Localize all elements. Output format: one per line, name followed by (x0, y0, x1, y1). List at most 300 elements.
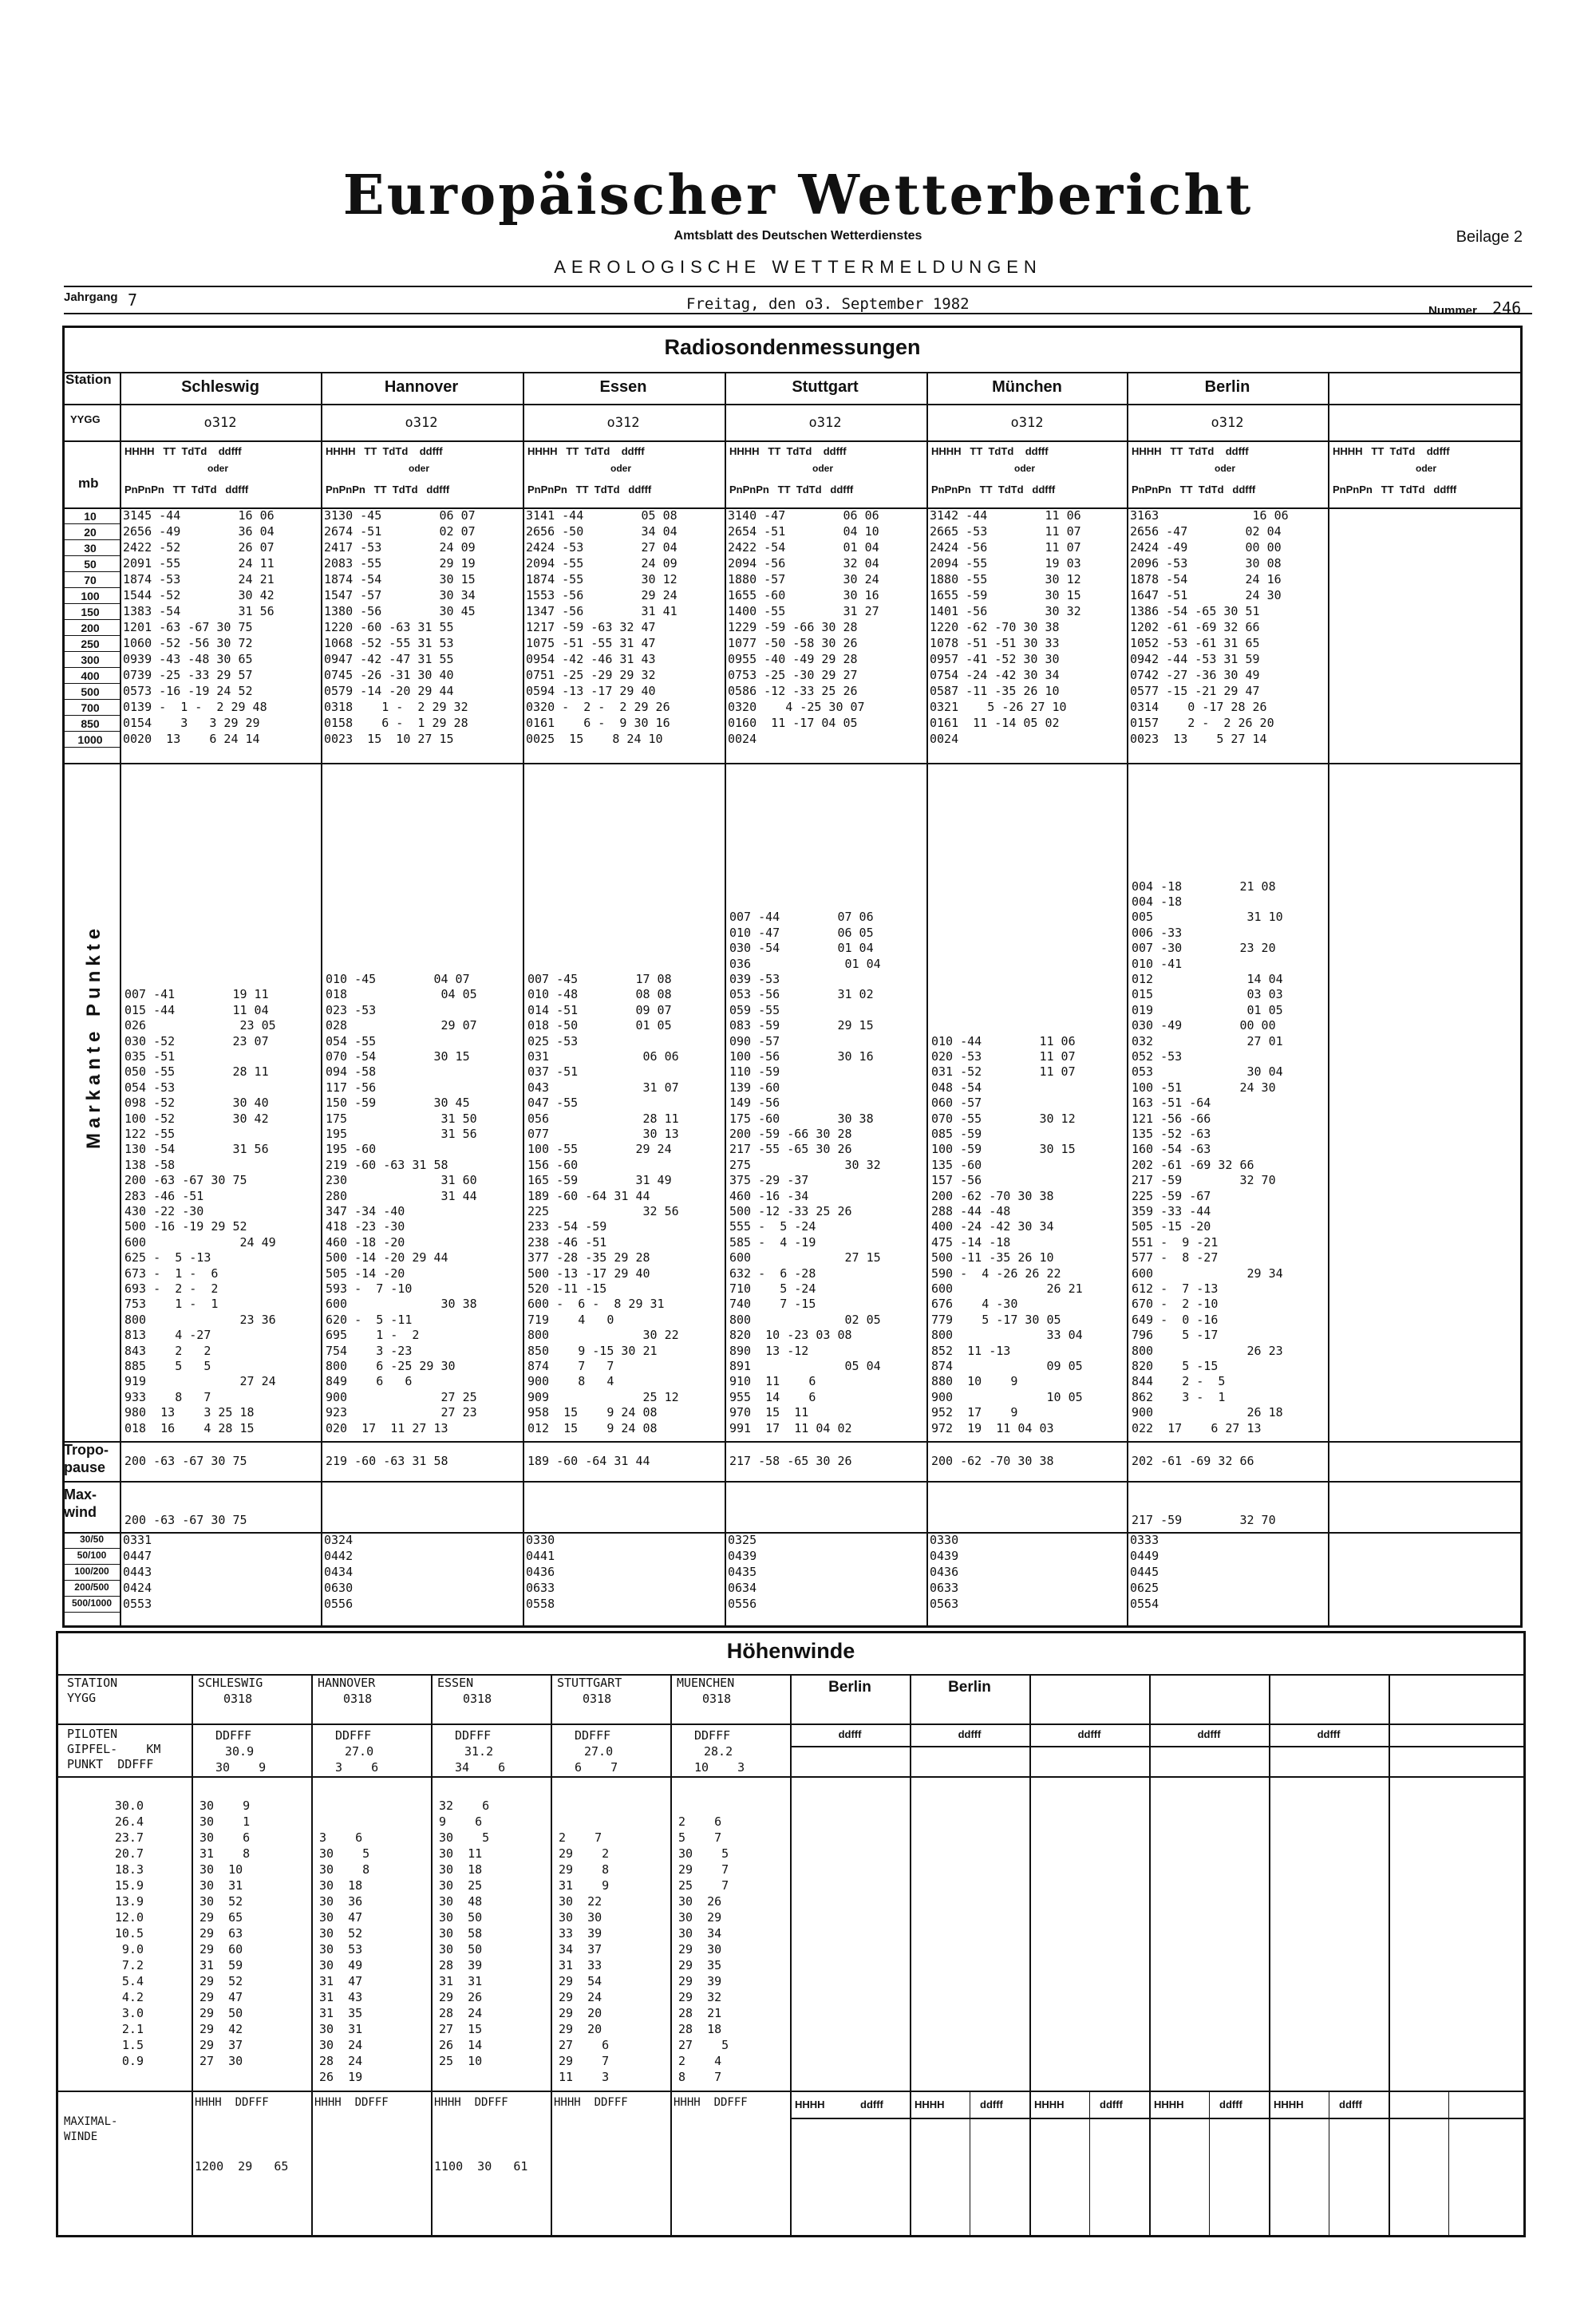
hw-altitude: 3.0 (121, 2006, 144, 2020)
shear-value: 0634 (728, 1581, 757, 1595)
hw-gipfel-km: 28.2 (704, 1744, 733, 1759)
hw-wind-value: 29 24 (559, 1990, 602, 2004)
significant-point-value: 600 29 34 (1132, 1265, 1283, 1281)
significant-point-value: 036 01 04 (729, 956, 881, 971)
shear-value: 0445 (1130, 1565, 1159, 1579)
significant-point-value: 012 14 04 (1132, 972, 1283, 986)
standard-level-value: 2094 -56 32 04 (728, 556, 879, 571)
significant-point-value: 100 -56 30 16 (729, 1049, 874, 1064)
hw-wind-value: 30 5 (678, 1846, 729, 1861)
hw-wind-value: 29 39 (678, 1974, 722, 1988)
significant-point-value: 980 13 3 25 18 (124, 1405, 255, 1420)
significant-point-value: 800 26 23 (1132, 1343, 1283, 1358)
hw-extra-hhhh: HHHH (915, 2099, 945, 2110)
hw-wind-value: 2 6 (678, 1814, 722, 1829)
hw-max-header: HHHH DDFFF (434, 2096, 508, 2109)
significant-point-value: 004 -18 21 08 (1132, 879, 1276, 894)
significant-point-value: 052 -53 (1132, 1049, 1183, 1064)
significant-point-value: 028 29 07 (326, 1018, 477, 1033)
standard-level-value: 0161 11 -14 05 02 (930, 716, 1060, 730)
significant-point-value: 230 31 60 (326, 1173, 477, 1188)
hw-extra-ddfff: ddfff (838, 1728, 862, 1740)
shear-value: 0331 (123, 1533, 152, 1547)
hw-extra-hhhh: HHHH (795, 2099, 825, 2110)
standard-level-value: 0320 - 2 - 2 29 26 (526, 700, 670, 714)
standard-level-value: 1201 -63 -67 30 75 (123, 620, 253, 634)
hw-wind-value: 26 19 (319, 2070, 363, 2084)
shear-value: 0330 (930, 1533, 959, 1547)
significant-point-value: 070 -54 30 15 (326, 1049, 470, 1064)
significant-point-value: 600 30 38 (326, 1297, 477, 1312)
station-yygg: o312 (1010, 415, 1044, 431)
significant-point-value: 900 10 05 (931, 1389, 1083, 1404)
significant-point-value: 670 - 2 -10 (1132, 1297, 1219, 1312)
hw-wind-value: 29 54 (559, 1974, 602, 1988)
significant-point-value: 202 -61 -69 32 66 (1132, 1157, 1254, 1172)
hw-extra-ddfff-bottom: ddfff (860, 2099, 883, 2110)
significant-point-value: 347 -34 -40 (326, 1204, 405, 1218)
rs-row-divider (64, 1481, 1523, 1483)
significant-point-value: 015 -44 11 04 (124, 1002, 269, 1017)
station-label: Station (65, 372, 112, 387)
standard-level-value: 0024 (728, 732, 757, 746)
hw-extra-hhhh: HHHH (1274, 2099, 1304, 2110)
significant-point-value: 460 -18 -20 (326, 1234, 405, 1250)
significant-point-value: 039 -53 (729, 972, 780, 986)
hw-wind-value: 30 50 (439, 1942, 483, 1956)
shear-rule (64, 1532, 120, 1533)
column-head-1: HHHH TT TdTd ddfff (1132, 445, 1249, 457)
significant-point-value: 740 7 -15 (729, 1297, 816, 1312)
hw-wind-value: 29 42 (200, 2022, 243, 2036)
significant-point-value: 970 15 11 (729, 1405, 809, 1420)
hw-wind-value: 29 30 (678, 1942, 722, 1956)
hw-col-divider (1149, 1674, 1151, 2237)
significant-point-value: 043 31 07 (527, 1080, 679, 1095)
standard-level-value: 2422 -54 01 04 (728, 540, 879, 555)
significant-point-value: 189 -60 -64 31 44 (527, 1188, 650, 1203)
hw-wind-value: 29 2 (559, 1846, 610, 1861)
hw-wind-value: 31 35 (319, 2006, 363, 2020)
significant-point-value: 612 - 7 -13 (1132, 1281, 1219, 1296)
significant-point-value: 048 -54 (931, 1080, 982, 1095)
hw-wind-value: 27 5 (678, 2038, 729, 2052)
significant-point-value: 850 9 -15 30 21 (527, 1343, 658, 1358)
standard-level-value: 1383 -54 31 56 (123, 604, 275, 618)
significant-point-value: 006 -33 (1132, 925, 1183, 940)
hw-extra-ddfff: ddfff (1197, 1728, 1221, 1740)
pressure-level: 30 (84, 542, 97, 555)
rs-col-divider (321, 372, 322, 1628)
hw-wind-value: 30 29 (678, 1910, 722, 1925)
significant-point-value: 779 5 -17 30 05 (931, 1312, 1061, 1327)
significant-point-value: 025 -53 (527, 1033, 579, 1048)
pressure-level: 500 (81, 685, 100, 698)
standard-level-value: 0742 -27 -36 30 49 (1130, 668, 1260, 682)
hw-station-name: ESSEN (437, 1676, 474, 1690)
hw-station-name: HANNOVER (318, 1676, 376, 1690)
hw-station-label: STATION YYGG (67, 1676, 118, 1706)
hw-col-divider (1269, 1674, 1270, 2237)
hw-gipfel-ddfff: 30 9 (215, 1760, 267, 1775)
level-rule (64, 507, 120, 508)
significant-point-value: 952 17 9 (931, 1405, 1018, 1420)
hw-station-name: SCHLESWIG (198, 1676, 263, 1690)
significant-point-value: 121 -56 -66 (1132, 1111, 1211, 1126)
hw-max-header: HHHH DDFFF (554, 2096, 628, 2109)
hw-wind-value: 30 52 (200, 1894, 243, 1909)
level-rule (64, 603, 120, 604)
level-rule (64, 683, 120, 684)
hw-wind-value: 30 5 (319, 1846, 370, 1861)
shear-value: 0556 (728, 1597, 757, 1611)
column-head-2: PnPnPn TT TdTd ddfff (326, 484, 450, 496)
significant-point-value: 217 -55 -65 30 26 (729, 1142, 852, 1157)
pressure-level: 400 (81, 669, 100, 682)
hw-wind-value: 29 37 (200, 2038, 243, 2052)
level-rule (64, 731, 120, 732)
hw-wind-value: 29 60 (200, 1942, 243, 1956)
hw-row-divider (56, 2091, 1526, 2092)
significant-point-value: 520 -11 -15 (527, 1281, 607, 1296)
hw-wind-value: 32 6 (439, 1799, 490, 1813)
hw-wind-value: 33 39 (559, 1926, 602, 1941)
hw-gipfel-km: 27.0 (345, 1744, 374, 1759)
hw-col-divider (431, 1674, 433, 2237)
hw-gipfel-header: DDFFF (455, 1728, 492, 1743)
significant-point-value: 400 -24 -42 30 34 (931, 1219, 1054, 1234)
standard-level-value: 1077 -50 -58 30 26 (728, 636, 858, 650)
significant-point-value: 200 -59 -66 30 28 (729, 1127, 852, 1141)
significant-point-value: 010 -48 08 08 (527, 987, 672, 1002)
standard-level-value: 0745 -26 -31 30 40 (324, 668, 454, 682)
significant-point-value: 139 -60 (729, 1080, 780, 1095)
rs-col-divider (120, 372, 121, 1628)
standard-level-value: 0751 -25 -29 29 32 (526, 668, 656, 682)
standard-level-value: 0023 13 5 27 14 (1130, 732, 1267, 746)
significant-point-value: 625 - 5 -13 (124, 1250, 211, 1265)
shear-value: 0625 (1130, 1581, 1159, 1595)
standard-level-value: 2096 -53 30 08 (1130, 556, 1282, 571)
hw-extra-ddfff-bottom: ddfff (1339, 2099, 1362, 2110)
significant-point-value: 600 26 21 (931, 1281, 1083, 1296)
significant-point-value: 233 -54 -59 (527, 1219, 607, 1234)
significant-point-value: 117 -56 (326, 1080, 377, 1095)
standard-level-value: 0314 0 -17 28 26 (1130, 700, 1267, 714)
hw-col-divider (192, 1674, 193, 2237)
hw-col-divider (790, 1674, 792, 2237)
significant-point-value: 010 -45 04 07 (326, 972, 470, 986)
significant-point-value: 844 2 - 5 (1132, 1374, 1226, 1389)
level-rule (64, 651, 120, 652)
significant-point-value: 110 -59 (729, 1064, 780, 1080)
pressure-level: 50 (84, 558, 97, 571)
significant-point-value: 014 -51 09 07 (527, 1002, 672, 1017)
hw-row-divider (56, 1674, 1526, 1676)
hw-wind-value: 27 6 (559, 2038, 610, 2052)
significant-point-value: 031 -52 11 07 (931, 1064, 1076, 1080)
rs-row-divider (64, 440, 1523, 442)
hw-gipfel-header: DDFFF (335, 1728, 372, 1743)
shear-value: 0325 (728, 1533, 757, 1547)
standard-level-value: 0739 -25 -33 29 57 (123, 668, 253, 682)
hw-altitude: 26.4 (114, 1814, 144, 1829)
yygg-label: YYGG (70, 413, 101, 425)
hw-altitude: 9.0 (121, 1942, 144, 1956)
significant-point-value: 275 30 32 (729, 1157, 881, 1172)
standard-level-value: 2656 -49 36 04 (123, 524, 275, 539)
significant-point-value: 094 -58 (326, 1064, 377, 1080)
hw-wind-value: 30 49 (319, 1958, 363, 1972)
hw-gipfel-ddfff: 34 6 (455, 1760, 506, 1775)
hw-wind-value: 30 6 (200, 1830, 251, 1845)
standard-level-value: 0320 4 -25 30 07 (728, 700, 865, 714)
significant-point-value: 796 5 -17 (1132, 1328, 1219, 1343)
rs-col-divider (725, 372, 726, 1628)
significant-point-value: 862 3 - 1 (1132, 1389, 1226, 1404)
standard-level-value: 0139 - 1 - 2 29 48 (123, 700, 267, 714)
shear-value: 0556 (324, 1597, 354, 1611)
significant-point-value: 007 -45 17 08 (527, 972, 672, 986)
pressure-level: 20 (84, 526, 97, 539)
standard-level-value: 0586 -12 -33 25 26 (728, 684, 858, 698)
hw-wind-value: 28 18 (678, 2022, 722, 2036)
significant-point-value: 100 -51 24 30 (1132, 1080, 1276, 1095)
hw-max-header: HHHH DDFFF (314, 2096, 389, 2109)
column-head-oder: oder (1215, 463, 1236, 474)
beilage-label: Beilage 2 (1456, 228, 1523, 246)
significant-point-value: 958 15 9 24 08 (527, 1405, 658, 1420)
maxwind-value: 200 -63 -67 30 75 (124, 1513, 247, 1527)
hw-row-divider (56, 1776, 1526, 1778)
level-rule (64, 747, 120, 748)
significant-point-value: 910 11 6 (729, 1374, 816, 1389)
hw-wind-value: 29 8 (559, 1862, 610, 1877)
hw-wind-value: 30 11 (439, 1846, 483, 1861)
column-head-2: PnPnPn TT TdTd ddfff (124, 484, 249, 496)
significant-point-value: 753 1 - 1 (124, 1297, 219, 1312)
significant-point-value: 359 -33 -44 (1132, 1204, 1211, 1218)
shear-rule (64, 1564, 120, 1565)
significant-point-value: 719 4 0 (527, 1312, 614, 1327)
significant-point-value: 800 6 -25 29 30 (326, 1359, 456, 1373)
significant-point-value: 843 2 2 (124, 1343, 211, 1358)
shear-rule (64, 1580, 120, 1581)
hw-piloten-label: PILOTEN GIPFEL- KM PUNKT DDFFF (67, 1727, 161, 1772)
shear-layer-label: 50/100 (77, 1550, 107, 1561)
hw-wind-value: 30 31 (200, 1878, 243, 1893)
hw-station-name: MUENCHEN (677, 1676, 735, 1690)
significant-point-value: 160 -54 -63 (1132, 1142, 1211, 1157)
standard-level-value: 1060 -52 -56 30 72 (123, 636, 253, 650)
significant-point-value: 460 -16 -34 (729, 1188, 809, 1203)
rs-row-divider (64, 1532, 1523, 1534)
hw-max-value: 1100 30 61 (434, 2159, 528, 2174)
significant-point-value: 022 17 6 27 13 (1132, 1420, 1262, 1435)
significant-point-value: 200 -62 -70 30 38 (931, 1188, 1054, 1203)
standard-level-value: 0157 2 - 2 26 20 (1130, 716, 1274, 730)
significant-point-value: 673 - 1 - 6 (124, 1265, 219, 1281)
significant-point-value: 010 -47 06 05 (729, 925, 874, 940)
significant-point-value: 649 - 0 -16 (1132, 1312, 1219, 1327)
significant-point-value: 090 -57 (729, 1033, 780, 1048)
shear-rule (64, 1596, 120, 1597)
standard-level-value: 0577 -15 -21 29 47 (1130, 684, 1260, 698)
issue-date: Freitag, den o3. September 1982 (686, 295, 970, 313)
significant-point-value: 156 -60 (527, 1157, 579, 1172)
hw-wind-value: 29 20 (559, 2022, 602, 2036)
column-head-oder: oder (610, 463, 632, 474)
significant-point-value: 500 -14 -20 29 44 (326, 1250, 448, 1265)
significant-point-value: 800 33 04 (931, 1328, 1083, 1343)
station-name: Essen (599, 378, 647, 396)
significant-point-value: 026 23 05 (124, 1018, 276, 1033)
hw-col-divider (1029, 1674, 1031, 2237)
significant-point-value: 023 -53 (326, 1002, 377, 1017)
pressure-level: 300 (81, 653, 100, 666)
hw-col-divider (670, 1674, 672, 2237)
column-head-2: PnPnPn TT TdTd ddfff (1132, 484, 1256, 496)
hw-gipfel-header: DDFFF (215, 1728, 252, 1743)
significant-point-value: 047 -55 (527, 1096, 579, 1111)
shear-value: 0436 (526, 1565, 555, 1579)
significant-point-value: 010 -44 11 06 (931, 1033, 1076, 1048)
column-head-2: PnPnPn TT TdTd ddfff (931, 484, 1056, 496)
rs-row-divider (64, 372, 1523, 373)
marked-points-label: Markante Punkte (83, 923, 105, 1149)
standard-level-value: 2422 -52 26 07 (123, 540, 275, 555)
significant-point-value: 030 -49 00 00 (1132, 1018, 1276, 1033)
shear-value: 0633 (526, 1581, 555, 1595)
significant-point-value: 056 28 11 (527, 1111, 679, 1126)
significant-point-value: 600 24 49 (124, 1234, 276, 1250)
significant-point-value: 377 -28 -35 29 28 (527, 1250, 650, 1265)
significant-point-value: 059 -55 (729, 1002, 780, 1017)
significant-point-value: 500 -16 -19 29 52 (124, 1219, 247, 1234)
hw-wind-value: 34 37 (559, 1942, 602, 1956)
significant-point-value: 225 -59 -67 (1132, 1188, 1211, 1203)
hw-wind-value: 11 3 (559, 2070, 610, 2084)
header-rule (64, 286, 1532, 287)
level-rule (64, 619, 120, 620)
significant-point-value: 083 -59 29 15 (729, 1018, 874, 1033)
rs-row-divider (64, 1441, 1523, 1443)
station-name: München (992, 378, 1062, 396)
significant-point-value: 500 -13 -17 29 40 (527, 1265, 650, 1281)
standard-level-value: 1401 -56 30 32 (930, 604, 1081, 618)
standard-level-value: 0161 6 - 9 30 16 (526, 716, 670, 730)
hw-station-yygg: 0318 (223, 1692, 253, 1706)
hw-wind-value: 30 24 (319, 2038, 363, 2052)
level-rule (64, 699, 120, 700)
standard-level-value: 0020 13 6 24 14 (123, 732, 260, 746)
column-head-oder: oder (1416, 463, 1437, 474)
station-name: Stuttgart (792, 378, 859, 396)
shear-value: 0449 (1130, 1549, 1159, 1563)
hw-extra-ddfff: ddfff (1077, 1728, 1101, 1740)
hw-wind-value: 30 8 (319, 1862, 370, 1877)
hw-wind-value: 29 50 (200, 2006, 243, 2020)
hw-wind-value: 29 63 (200, 1926, 243, 1941)
significant-point-value: 004 -18 (1132, 894, 1183, 909)
header-rule-2 (64, 313, 1532, 314)
station-yygg: o312 (203, 415, 237, 431)
standard-level-value: 1553 -56 29 24 (526, 588, 678, 602)
hw-wind-value: 30 18 (319, 1878, 363, 1893)
significant-point-value: 163 -51 -64 (1132, 1096, 1211, 1111)
standard-level-value: 0587 -11 -35 26 10 (930, 684, 1060, 698)
standard-level-value: 3145 -44 16 06 (123, 508, 275, 523)
significant-point-value: 060 -57 (931, 1096, 982, 1111)
hw-wind-value: 30 5 (439, 1830, 490, 1845)
hw-max-header: HHHH DDFFF (195, 2096, 269, 2109)
significant-point-value: 018 04 05 (326, 987, 477, 1002)
hw-wind-value: 30 53 (319, 1942, 363, 1956)
shear-rule (64, 1548, 120, 1549)
significant-point-value: 037 -51 (527, 1064, 579, 1080)
hw-wind-value: 29 65 (200, 1910, 243, 1925)
significant-point-value: 555 - 5 -24 (729, 1219, 816, 1234)
standard-level-value: 1380 -56 30 45 (324, 604, 476, 618)
hw-wind-value: 30 31 (319, 2022, 363, 2036)
hw-extra-ddfff-bottom: ddfff (980, 2099, 1003, 2110)
significant-point-value: 019 01 05 (1132, 1002, 1283, 1017)
standard-level-value: 2674 -51 02 07 (324, 524, 476, 539)
standard-level-value: 1400 -55 31 27 (728, 604, 879, 618)
hw-wind-value: 30 22 (559, 1894, 602, 1909)
standard-level-value: 0594 -13 -17 29 40 (526, 684, 656, 698)
hw-wind-value: 29 47 (200, 1990, 243, 2004)
significant-point-value: 130 -54 31 56 (124, 1142, 269, 1157)
standard-level-value: 2665 -53 11 07 (930, 524, 1081, 539)
shear-value: 0436 (930, 1565, 959, 1579)
significant-point-value: 500 -11 -35 26 10 (931, 1250, 1054, 1265)
standard-level-value: 1068 -52 -55 31 53 (324, 636, 454, 650)
tropopause-value: 219 -60 -63 31 58 (326, 1454, 448, 1468)
significant-point-value: 007 -41 19 11 (124, 987, 269, 1002)
significant-point-value: 015 03 03 (1132, 987, 1283, 1002)
tropopause-label: Tropo-pause (64, 1442, 109, 1475)
hw-gipfel-ddfff: 3 6 (335, 1760, 379, 1775)
standard-level-value: 1347 -56 31 41 (526, 604, 678, 618)
hw-extra-ddfff-bottom: ddfff (1100, 2099, 1123, 2110)
significant-point-value: 018 16 4 28 15 (124, 1420, 255, 1435)
level-rule (64, 667, 120, 668)
hw-col-divider (551, 1674, 552, 2237)
column-head-1: HHHH TT TdTd ddfff (124, 445, 242, 457)
hw-wind-value: 27 15 (439, 2022, 483, 2036)
significant-point-value: 919 27 24 (124, 1374, 276, 1389)
hw-altitude: 0.9 (121, 2054, 144, 2068)
level-rule (64, 587, 120, 588)
hw-extra-hhhh: HHHH (1154, 2099, 1184, 2110)
column-head-2: PnPnPn TT TdTd ddfff (1333, 484, 1457, 496)
significant-point-value: 852 11 -13 (931, 1343, 1011, 1358)
significant-point-value: 849 6 6 (326, 1374, 413, 1389)
hw-wind-value: 29 7 (678, 1862, 729, 1877)
significant-point-value: 909 25 12 (527, 1389, 679, 1404)
hw-wind-value: 29 26 (439, 1990, 483, 2004)
standard-level-value: 2656 -47 02 04 (1130, 524, 1282, 539)
standard-level-value: 1647 -51 24 30 (1130, 588, 1282, 602)
significant-point-value: 020 17 11 27 13 (326, 1420, 448, 1435)
shear-value: 0447 (123, 1549, 152, 1563)
standard-level-value: 1052 -53 -61 31 65 (1130, 636, 1260, 650)
hw-altitude: 10.5 (114, 1926, 144, 1941)
significant-point-value: 620 - 5 -11 (326, 1312, 413, 1327)
significant-point-value: 754 3 -23 (326, 1343, 413, 1358)
standard-level-value: 1220 -62 -70 30 38 (930, 620, 1060, 634)
